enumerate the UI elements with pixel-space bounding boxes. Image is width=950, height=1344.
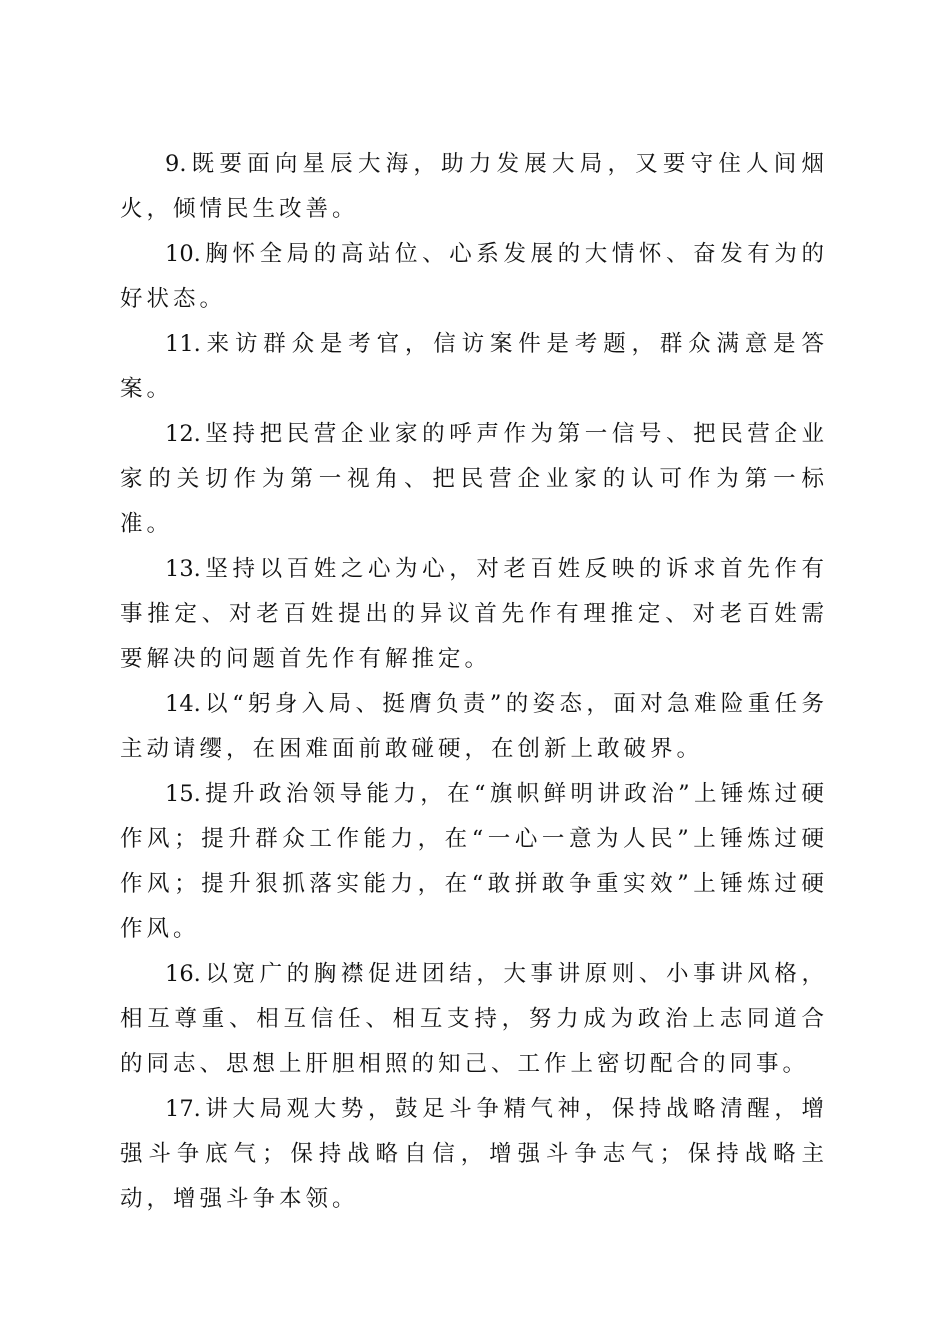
paragraph-text: 以“躬身入局、挺膺负责”的姿态，面对急难险重任务主动请缨，在困难面前敢碰硬，在创新上敢破界。: [120, 691, 828, 762]
paragraph-text: 既要面向星辰大海，助力发展大局，又要守住人间烟火，倾情民生改善。: [120, 151, 828, 222]
paragraph-text: 胸怀全局的高站位、心系发展的大情怀、奋发有为的好状态。: [120, 241, 828, 312]
paragraph-number: 11.: [165, 331, 201, 357]
paragraph-11: [120, 322, 828, 412]
paragraph-text: 提升政治领导能力，在“旗帜鲜明讲政治”上锤炼过硬作风；提升群众工作能力，在“一心一意为人民”上锤炼过硬作风；提升狠抓落实能力，在“敢拼敢争重实效”上锤炼过硬作风。: [120, 781, 828, 942]
paragraph-12: [120, 412, 828, 547]
paragraph-number: 10.: [165, 241, 201, 267]
paragraph-14: [120, 682, 828, 772]
paragraph-text: 坚持以百姓之心为心，对老百姓反映的诉求首先作有事推定、对老百姓提出的异议首先作有理推定、对老百姓需要解决的问题首先作有解推定。: [120, 556, 828, 672]
paragraph-number: 14.: [165, 691, 201, 717]
paragraph-17: [120, 1087, 828, 1222]
paragraph-number: 13.: [165, 556, 201, 582]
paragraph-number: 15.: [165, 781, 201, 807]
paragraph-text: 来访群众是考官，信访案件是考题，群众满意是答案。: [120, 331, 828, 402]
paragraph-16: [120, 952, 828, 1087]
paragraph-number: 12.: [165, 421, 201, 447]
paragraph-13: [120, 547, 828, 682]
paragraph-9: [120, 142, 828, 232]
paragraph-15: [120, 772, 828, 952]
paragraph-text: 讲大局观大势，鼓足斗争精气神，保持战略清醒，增强斗争底气；保持战略自信，增强斗争志气；保持战略主动，增强斗争本领。: [120, 1096, 828, 1212]
paragraph-10: [120, 232, 828, 322]
paragraph-text: 以宽广的胸襟促进团结，大事讲原则、小事讲风格，相互尊重、相互信任、相互支持，努力成为政治上志同道合的同志、思想上肝胆相照的知己、工作上密切配合的同事。: [120, 961, 828, 1077]
paragraph-text: 坚持把民营企业家的呼声作为第一信号、把民营企业家的关切作为第一视角、把民营企业家的认可作为第一标准。: [120, 421, 828, 537]
paragraph-number: 9.: [165, 151, 187, 177]
paragraph-number: 16.: [165, 961, 201, 987]
paragraph-number: 17.: [165, 1096, 201, 1122]
document-body: [120, 142, 828, 1222]
